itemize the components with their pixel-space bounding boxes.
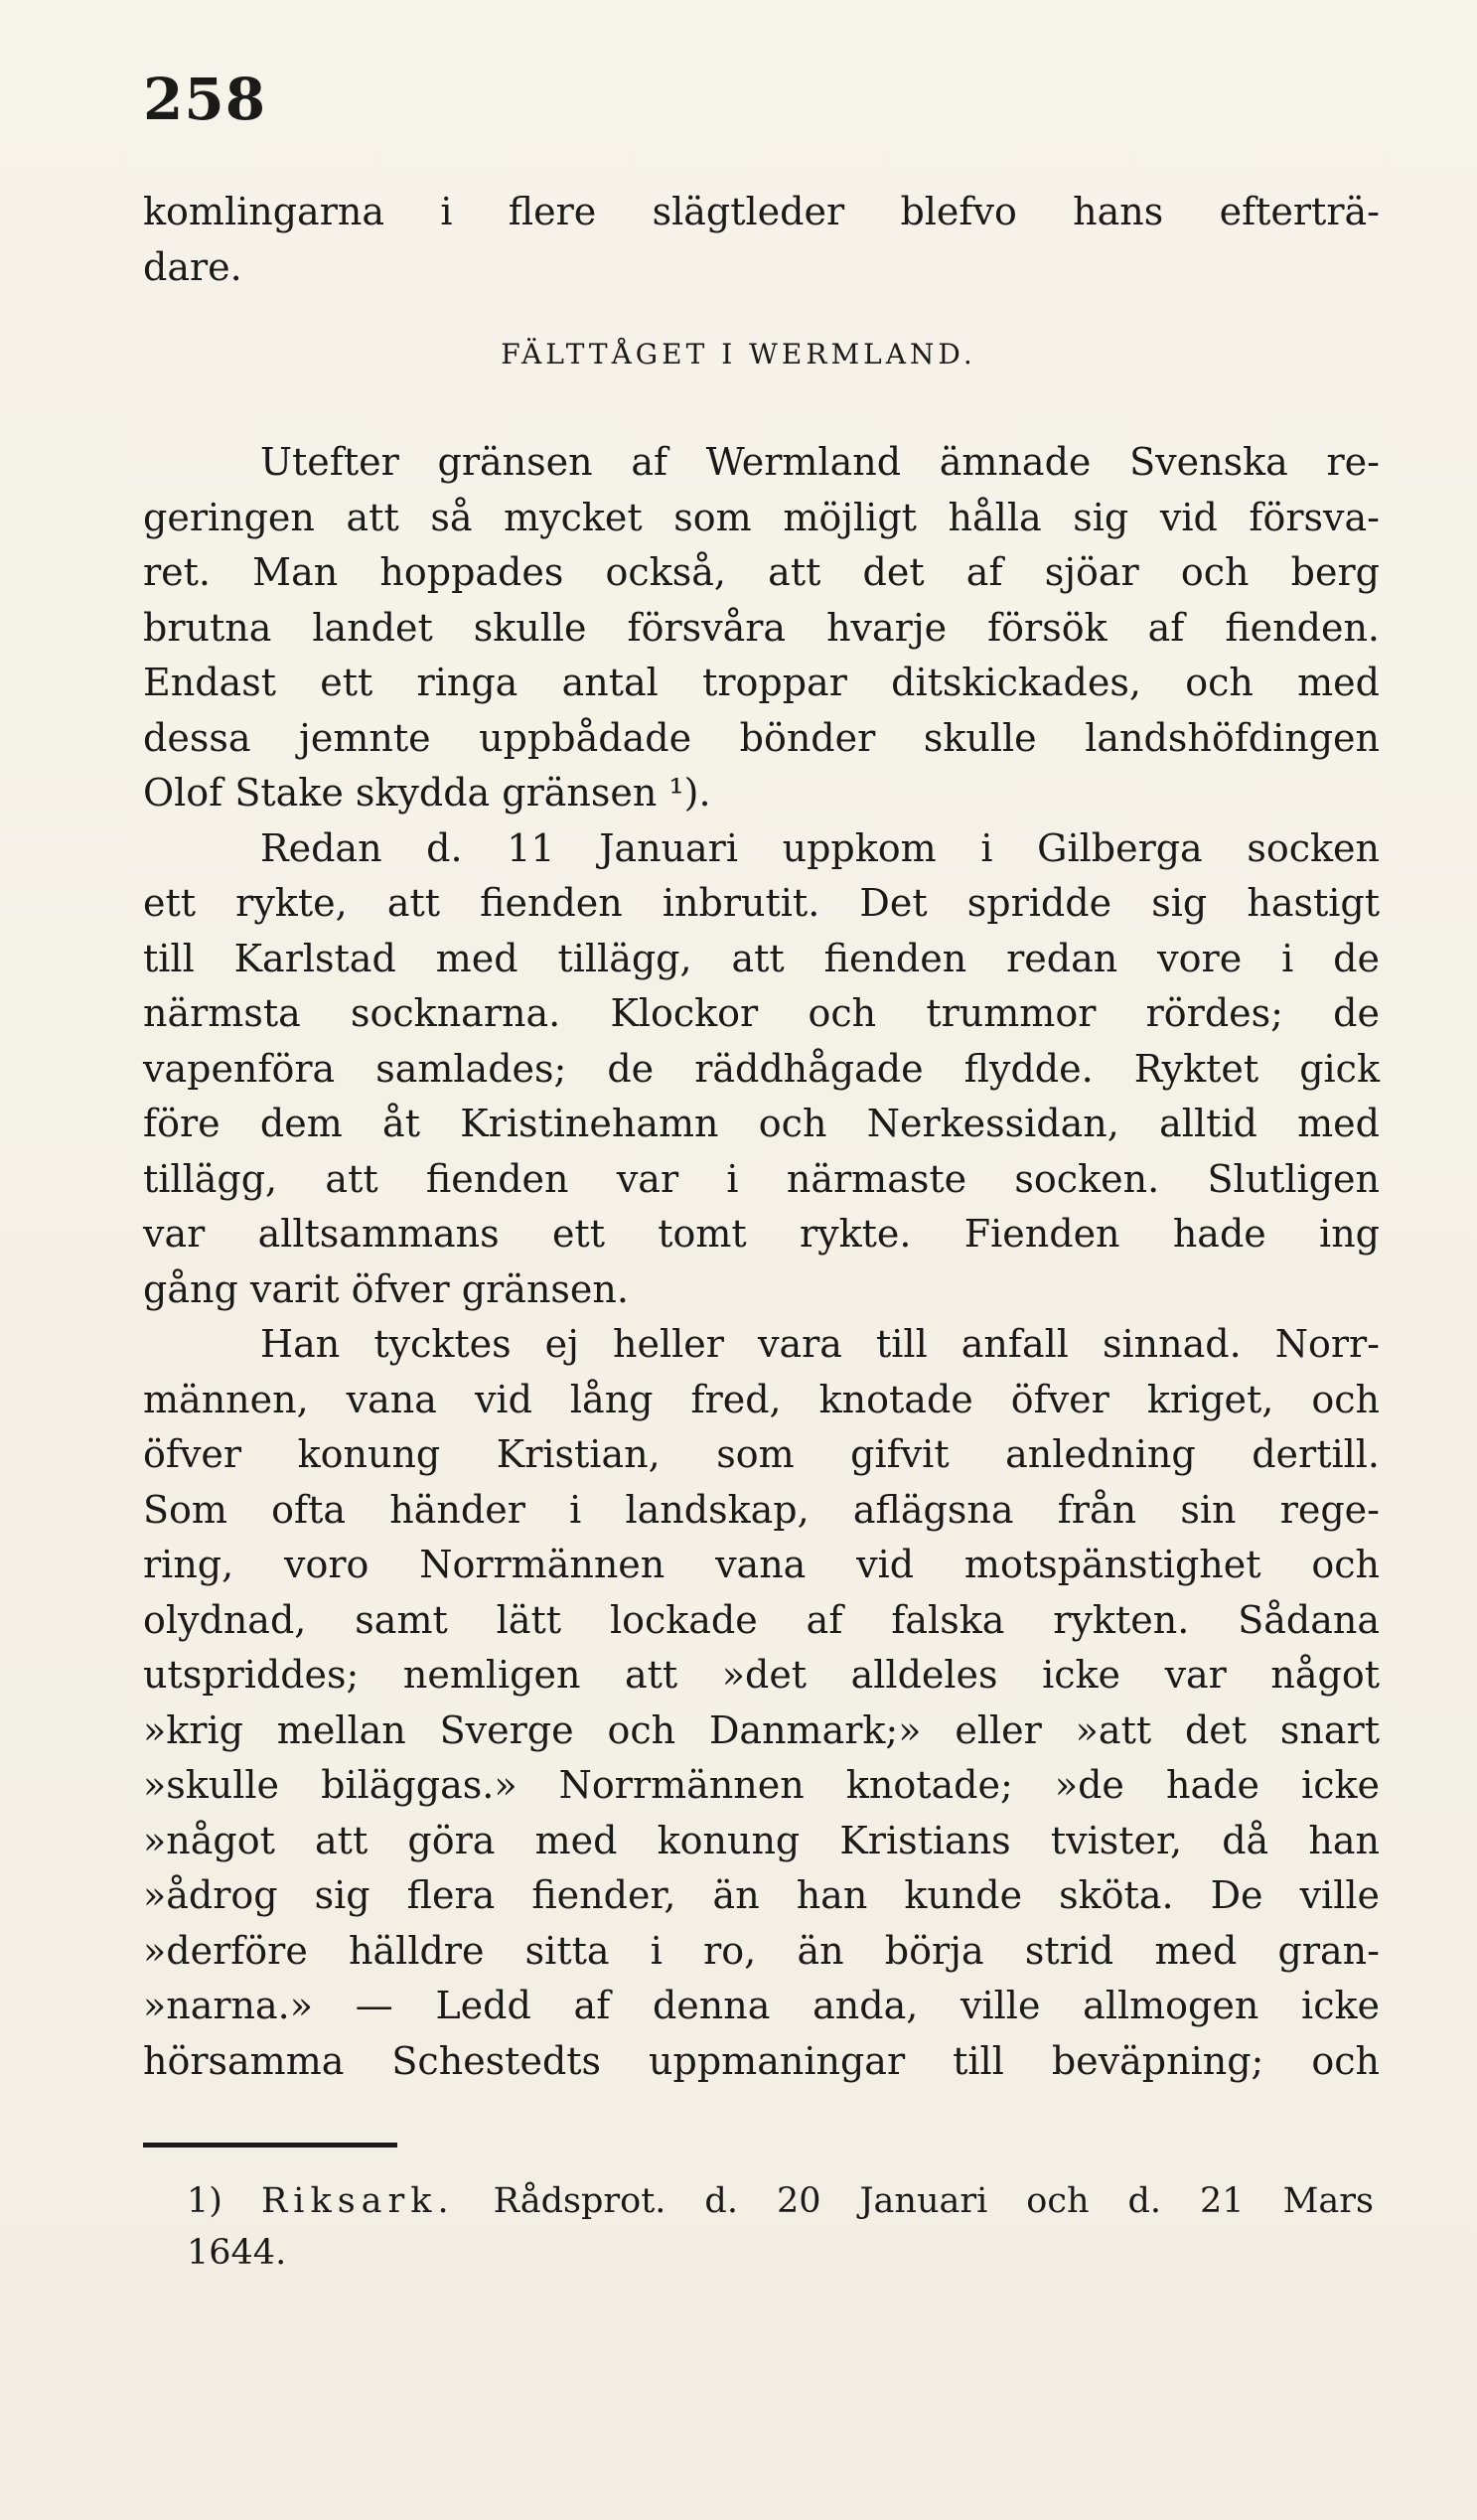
- text-line: »derföre hälldre sitta i ro, än börja strid med gran-: [143, 1928, 1380, 1973]
- text-line: öfver konung Kristian, som gifvit anledning dertill.: [143, 1432, 1380, 1476]
- text-line: dessa jemnte uppbådade bönder skulle landshöfdingen: [143, 715, 1380, 760]
- text-line: ret. Man hoppades också, att det af sjöar och berg: [143, 550, 1380, 594]
- text-line: närmsta socknarna. Klockor och trummor rördes; de: [143, 991, 1380, 1035]
- text-line: ring, voro Norrmännen vana vid motspänstighet och: [143, 1543, 1380, 1586]
- footnote-line: [187, 2175, 1374, 2227]
- paragraph-first-line: Utefter gränsen af Wermland ämnade Svenska re-: [260, 440, 1380, 484]
- text-line: »något att göra med konung Kristians tvister, då han: [143, 1818, 1380, 1862]
- text-line: »skulle biläggas.» Norrmännen knotade; »de hade icke: [143, 1763, 1380, 1807]
- text-line: »ådrog sig flera fiender, än han kunde sköta. De ville: [143, 1873, 1380, 1917]
- text-line: dare.: [143, 244, 242, 289]
- text-line: männen, vana vid lång fred, knotade öfver kriget, och: [143, 1377, 1380, 1421]
- text-line: utspriddes; nemligen att »det alldeles icke var något: [143, 1653, 1380, 1697]
- text-line: komlingarna i flere slägtleder blefvo hans efterträ-: [143, 190, 1380, 233]
- footnote-text: Rådsprot. d. 20 Januari och d. 21 Mars: [493, 2181, 1374, 2221]
- text-line: Olof Stake skydda gränsen ¹).: [143, 771, 711, 815]
- footnote-year: 1644.: [187, 2233, 287, 2273]
- text-line: tillägg, att fienden var i närmaste socken. Slutligen: [143, 1156, 1380, 1201]
- page-number: 258: [143, 66, 267, 133]
- text-line: ett rykte, att fienden inbrutit. Det spridde sig hastigt: [143, 881, 1380, 925]
- section-heading: FÄLTTÅGET I WERMLAND.: [501, 338, 976, 371]
- footnote-divider: [143, 2143, 397, 2148]
- body-text: [143, 435, 1380, 2089]
- text-line: före dem åt Kristinehamn och Nerkessidan, alltid med: [143, 1102, 1380, 1145]
- text-line: vapenföra samlades; de räddhågade flydde. Ryktet gick: [143, 1046, 1380, 1091]
- text-line: gång varit öfver gränsen.: [143, 1266, 629, 1311]
- paragraph-first-line: Han tycktes ej heller vara till anfall sinnad. Norr-: [260, 1322, 1380, 1366]
- text-line: »krig mellan Sverge och Danmark;» eller »att det snart: [143, 1707, 1380, 1752]
- footnote-source: Riksark.: [260, 2181, 455, 2221]
- text-line: brutna landet skulle försvåra hvarje försök af fienden.: [143, 605, 1380, 650]
- text-line: Endast ett ringa antal troppar ditskickades, och med: [143, 661, 1380, 704]
- text-line: geringen att så mycket som möjligt hålla sig vid försva-: [143, 495, 1380, 539]
- paragraph-first-line: Redan d. 11 Januari uppkom i Gilberga socken: [260, 825, 1380, 870]
- text-line: till Karlstad med tillägg, att fienden redan vore i de: [143, 936, 1380, 980]
- text-line: »narna.» — Ledd af denna anda, ville allmogen icke: [143, 1984, 1380, 2027]
- opening-text: [143, 185, 1380, 295]
- text-line: olydnad, samt lätt lockade af falska rykten. Sådana: [143, 1597, 1380, 1642]
- text-line: hörsamma Schestedts uppmaningar till beväpning; och: [143, 2038, 1380, 2083]
- text-line: var alltsammans ett tomt rykte. Fienden hade ing: [143, 1212, 1380, 1256]
- text-line: Som ofta händer i landskap, aflägsna från sin rege-: [143, 1487, 1380, 1532]
- footnote: [187, 2175, 1374, 2279]
- footnote-marker: 1): [187, 2181, 222, 2221]
